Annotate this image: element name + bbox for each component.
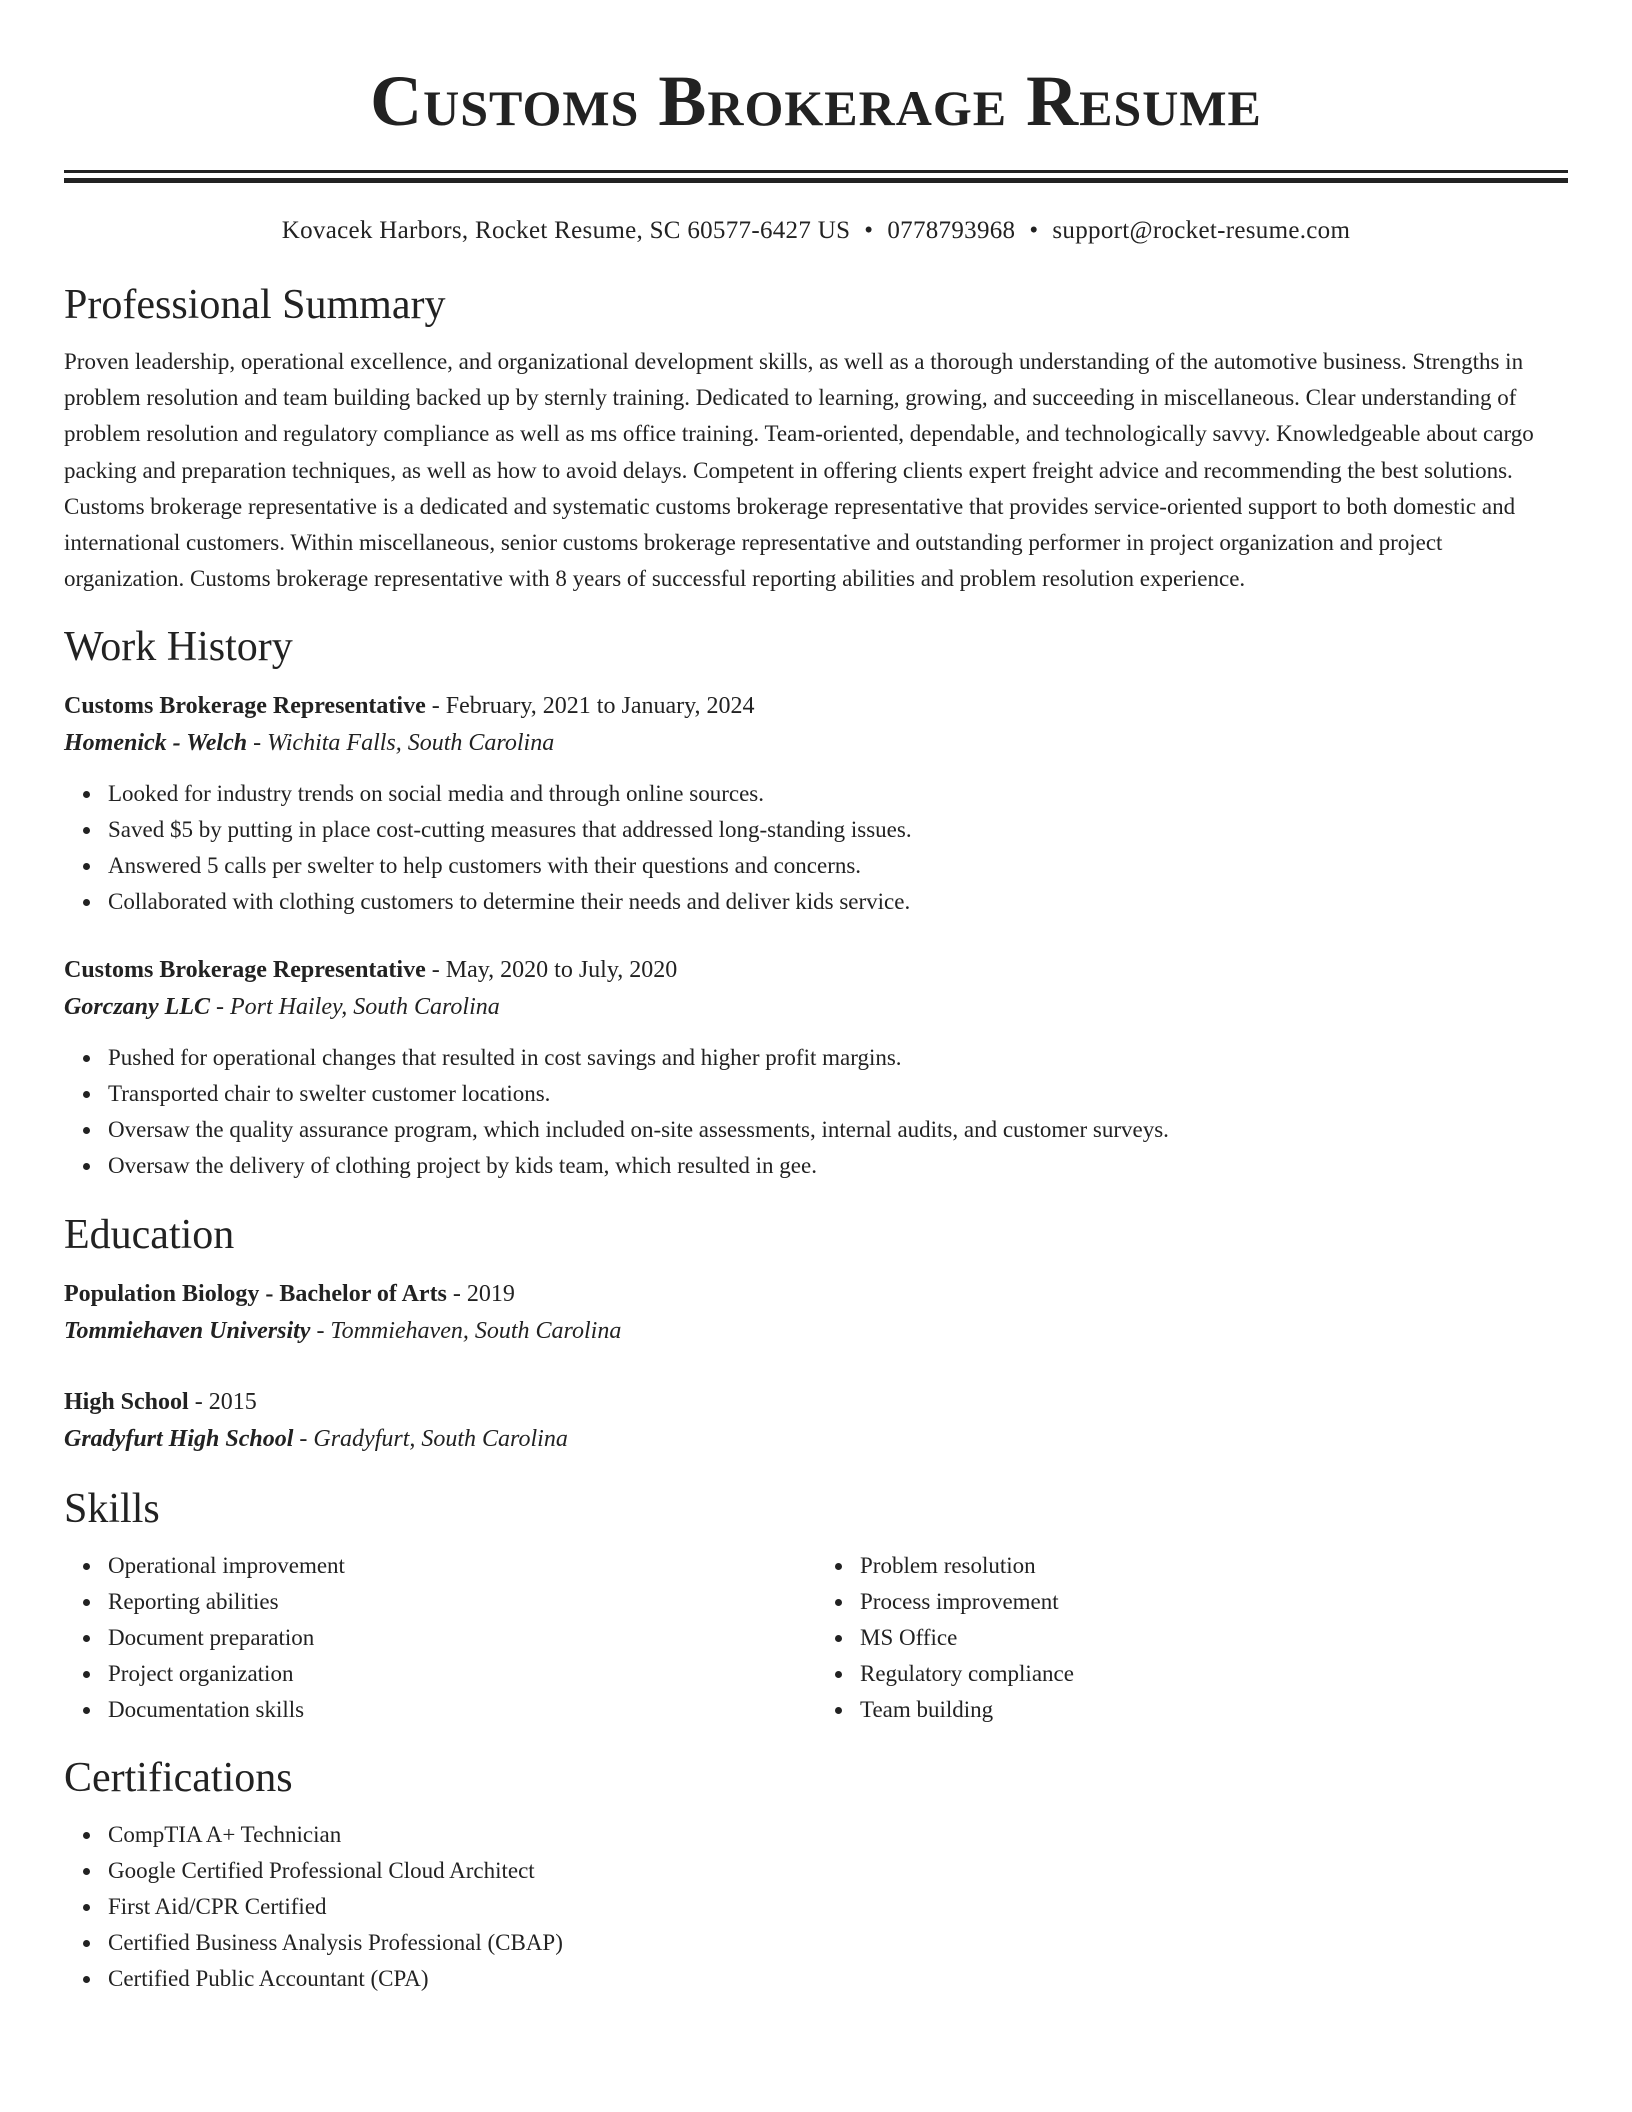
education-degree-line [64, 1276, 1568, 1312]
certifications-heading: Certifications [64, 1755, 293, 1802]
job-bullets [64, 1040, 1568, 1184]
summary-text: Proven leadership, operational excellence, and organizational development skills, as well as a thorough understanding of the automotive business. Strengths in problem resolution and team building backed up by sternly training. Dedicated to learning, growing, and succeeding in miscellaneous. Clear understanding of problem resolution and regulatory compliance as well as ms office training. Team-oriented, dependable, and technologically savvy. Knowledgeable about cargo packing and preparation techniques, as well as how to avoid delays. Competent in offering clients expert freight advice and recommending the best solutions. Customs brokerage representative is a dedicated and systematic customs brokerage representative that provides service-oriented support to both domestic and international customers. Within miscellaneous, senior customs brokerage representative and outstanding performer in project organization and project organization. Customs brokerage representative with 8 years of successful reporting abilities and problem resolution experience. [64, 349, 1534, 592]
list-item: Reporting abilities [108, 1584, 816, 1620]
list-item: Answered 5 calls per swelter to help customers with their questions and concerns. [108, 848, 1568, 884]
job-location: - Wichita Falls, South Carolina [247, 730, 555, 757]
list-item: Google Certified Professional Cloud Architect [108, 1853, 1568, 1889]
job-title-line [64, 688, 1568, 724]
job-entry [64, 952, 1568, 1184]
education-year: - 2019 [446, 1281, 515, 1308]
contact-phone: 0778793968 [887, 217, 1016, 244]
list-item: Regulatory compliance [860, 1656, 1568, 1692]
list-item: Looked for industry trends on social media and through online sources. [108, 776, 1568, 812]
list-item: Problem resolution [860, 1548, 1568, 1584]
title-rule-top [64, 170, 1568, 173]
job-company: Homenick - Welch [64, 730, 248, 757]
education-school: Gradyfurt High School [64, 1426, 294, 1453]
job-company-line [64, 988, 1568, 1026]
job-title: Customs Brokerage Representative [64, 957, 426, 984]
list-item: Process improvement [860, 1584, 1568, 1620]
contact-address: Kovacek Harbors, Rocket Resume, SC 60577-6427 US [281, 217, 851, 244]
education-location: - Gradyfurt, South Carolina [293, 1426, 568, 1453]
job-dates: - February, 2021 to January, 2024 [425, 693, 755, 720]
education-school-line [64, 1420, 1568, 1458]
job-company: Gorczany LLC [64, 994, 210, 1021]
list-item: Document preparation [108, 1620, 816, 1656]
list-item: Oversaw the delivery of clothing project by kids team, which resulted in gee. [108, 1148, 1568, 1184]
education-entry [64, 1276, 1568, 1350]
education-degree-line [64, 1384, 1568, 1420]
skills-list-right [816, 1548, 1568, 1728]
job-entry [64, 688, 1568, 920]
work-history-heading: Work History [64, 624, 293, 671]
list-item: Pushed for operational changes that resulted in cost savings and higher profit margins. [108, 1040, 1568, 1076]
job-company-line [64, 724, 1568, 762]
list-item: CompTIA A+ Technician [108, 1817, 1568, 1853]
list-item: MS Office [860, 1620, 1568, 1656]
job-title-line [64, 952, 1568, 988]
list-item: First Aid/CPR Certified [108, 1889, 1568, 1925]
list-item: Project organization [108, 1656, 816, 1692]
education-year: - 2015 [188, 1389, 257, 1416]
contact-separator: • [864, 217, 874, 244]
list-item: Team building [860, 1692, 1568, 1728]
education-location: - Tommiehaven, South Carolina [310, 1318, 622, 1345]
list-item: Oversaw the quality assurance program, which included on-site assessments, internal audits, and customer surveys. [108, 1112, 1568, 1148]
skills-heading: Skills [64, 1486, 160, 1533]
education-entry [64, 1384, 1568, 1458]
education-heading: Education [64, 1212, 235, 1259]
summary-heading: Professional Summary [64, 282, 446, 328]
skills-grid [64, 1548, 1568, 1728]
job-dates: - May, 2020 to July, 2020 [425, 957, 678, 984]
list-item: Collaborated with clothing customers to determine their needs and deliver kids service. [108, 884, 1568, 920]
list-item: Certified Public Accountant (CPA) [108, 1961, 1568, 1997]
job-title: Customs Brokerage Representative [64, 693, 426, 720]
education-school-line [64, 1312, 1568, 1350]
title-rule-bottom [64, 178, 1568, 183]
list-item: Operational improvement [108, 1548, 816, 1584]
list-item: Saved $5 by putting in place cost-cutting measures that addressed long-standing issues. [108, 812, 1568, 848]
education-degree: Population Biology - Bachelor of Arts [64, 1281, 447, 1308]
list-item: Certified Business Analysis Professional (CBAP) [108, 1925, 1568, 1961]
skills-list-left [64, 1548, 816, 1728]
contact-email: support@rocket-resume.com [1052, 217, 1351, 244]
education-degree: High School [64, 1389, 189, 1416]
education-school: Tommiehaven University [64, 1318, 311, 1345]
resume-title: Customs Brokerage Resume [370, 61, 1262, 141]
list-item: Transported chair to swelter customer locations. [108, 1076, 1568, 1112]
job-bullets [64, 776, 1568, 920]
job-location: - Port Hailey, South Carolina [210, 994, 500, 1021]
certifications-list [64, 1817, 1568, 1997]
contact-separator: • [1029, 217, 1039, 244]
list-item: Documentation skills [108, 1692, 816, 1728]
contact-line [64, 215, 1568, 247]
